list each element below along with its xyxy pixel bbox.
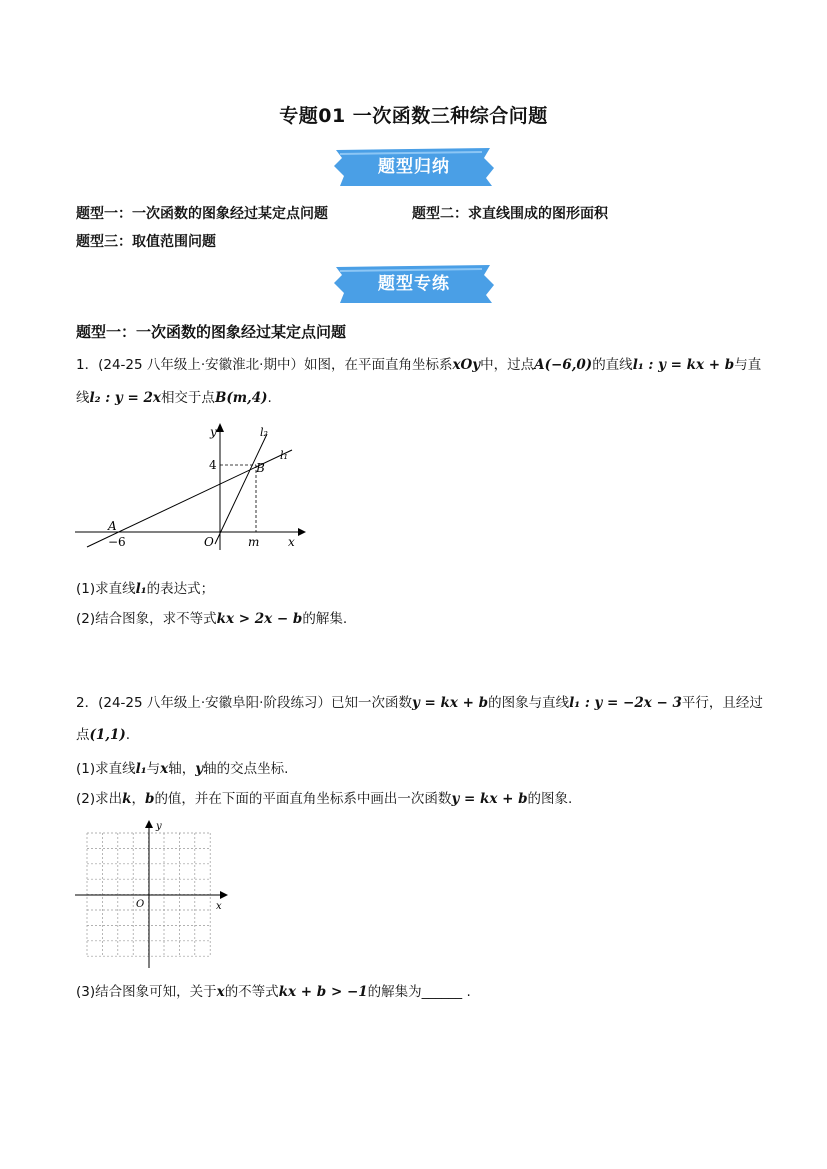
label-origin: O <box>136 899 145 910</box>
q1-text: 中，过点 <box>480 357 535 373</box>
q1-line2 <box>76 388 272 408</box>
q2-text: 2．(24-25 八年级上·安徽阜阳·阶段练习）已知一次函数 <box>76 695 412 711</box>
q2-sub3-x: x <box>216 984 225 1000</box>
q2-sub2-text: ， <box>131 791 145 807</box>
q1-text: 相交于点 <box>160 390 215 406</box>
q1-sub1-l1: l₁ <box>135 581 147 597</box>
q2-sub1-text: (1)求直线 <box>76 761 136 777</box>
label-x: x <box>216 901 222 912</box>
q1-sub2-text: (2)结合图象，求不等式 <box>76 611 217 627</box>
label-point-b: B <box>256 461 265 475</box>
q2-sub1-text: 轴， <box>168 761 196 777</box>
q2-line2 <box>76 725 130 745</box>
q2-sub3 <box>76 982 471 1002</box>
q1-text: . <box>267 390 272 406</box>
label-four: 4 <box>209 458 217 472</box>
q1-text: 1．(24-25 八年级上·安徽淮北·期中）如图，在平面直角坐标系 <box>76 357 453 373</box>
label-m: m <box>248 535 260 549</box>
q2-sub1-y: y <box>195 761 204 777</box>
banner-label: 题型专练 <box>378 274 450 294</box>
line-l2 <box>215 434 267 544</box>
label-x: x <box>288 535 295 549</box>
x-axis-arrow-icon <box>298 528 306 536</box>
q1-sub2-inequality: kx > 2x − b <box>216 611 303 627</box>
y-axis-arrow-icon <box>216 423 224 432</box>
q2-sub1-text: 轴的交点坐标. <box>203 761 289 777</box>
summary-type2: 题型二：求直线围成的图形面积 <box>412 206 608 222</box>
q2-sub2-text: (2)求出 <box>76 791 123 807</box>
q2-sub2 <box>76 789 572 809</box>
q1-sub2-text: 的解集. <box>302 611 348 627</box>
q1-l1-equation: l₁ : y = kx + b <box>632 357 735 373</box>
summary-type1: 题型一：一次函数的图象经过某定点问题 <box>76 206 328 222</box>
q2-sub1-x: x <box>160 761 169 777</box>
q2-line1 <box>76 693 763 713</box>
q2-text: 点 <box>76 727 90 743</box>
q1-sub2 <box>76 609 347 629</box>
label-l1: l₁ <box>280 449 288 462</box>
q2-sub1-l1: l₁ <box>135 761 147 777</box>
q1-text: 与直 <box>734 357 762 373</box>
q2-sub2-text: 的图象. <box>527 791 573 807</box>
q2-sub2-k: k <box>122 791 132 807</box>
q1-coordinate-graph <box>70 420 310 555</box>
q2-sub3-inequality: kx + b > −1 <box>278 984 368 1000</box>
q2-sub3-text: 的解集为______ . <box>367 984 471 1000</box>
q1-sub1 <box>76 579 214 599</box>
section1-heading: 题型一：一次函数的图象经过某定点问题 <box>76 323 347 341</box>
q2-point: (1,1) <box>89 727 126 743</box>
label-point-a: A <box>108 519 117 533</box>
q2-text: . <box>125 727 131 743</box>
q2-sub2-function: y = kx + b <box>451 791 528 807</box>
q2-sub2-text: 的值，并在下面的平面直角坐标系中画出一次函数 <box>154 791 452 807</box>
x-axis-arrow-icon <box>220 891 228 899</box>
label-minus6: −6 <box>108 535 126 549</box>
q2-text: 的图象与直线 <box>488 695 570 711</box>
label-origin: O <box>204 535 214 549</box>
q1-text: 的直线 <box>592 357 633 373</box>
q2-sub3-text: (3)结合图象可知，关于 <box>76 984 217 1000</box>
banner-question-types <box>332 146 496 188</box>
q2-sub2-b: b <box>144 791 155 807</box>
q1-sub1-text: 的表达式； <box>146 581 215 597</box>
label-l2: l₂ <box>260 426 268 439</box>
page-title: 专题01 一次函数三种综合问题 <box>279 105 548 127</box>
q1-sub1-text: (1)求直线 <box>76 581 136 597</box>
q1-point-b: B(m,4) <box>214 390 268 406</box>
q1-xoy: xOy <box>452 357 481 373</box>
q2-sub3-text: 的不等式 <box>224 984 279 1000</box>
q1-line1 <box>76 355 761 375</box>
summary-type3: 题型三：取值范围问题 <box>76 234 216 250</box>
q2-grid-graph <box>72 818 232 973</box>
q2-sub1 <box>76 759 288 779</box>
q1-point-a: A(−6,0) <box>534 357 593 373</box>
y-axis-arrow-icon <box>145 820 153 828</box>
q1-text: 线 <box>76 390 90 406</box>
banner-label: 题型归纳 <box>378 157 450 177</box>
banner-practice <box>332 263 496 305</box>
label-y: y <box>210 425 217 439</box>
q1-l2-equation: l₂ : y = 2x <box>89 390 161 406</box>
q2-text: 平行，且经过 <box>681 695 763 711</box>
q2-l1-equation: l₁ : y = −2x − 3 <box>569 695 682 711</box>
label-y: y <box>156 821 162 832</box>
q2-function: y = kx + b <box>411 695 489 711</box>
q2-sub1-text: 与 <box>146 761 161 777</box>
